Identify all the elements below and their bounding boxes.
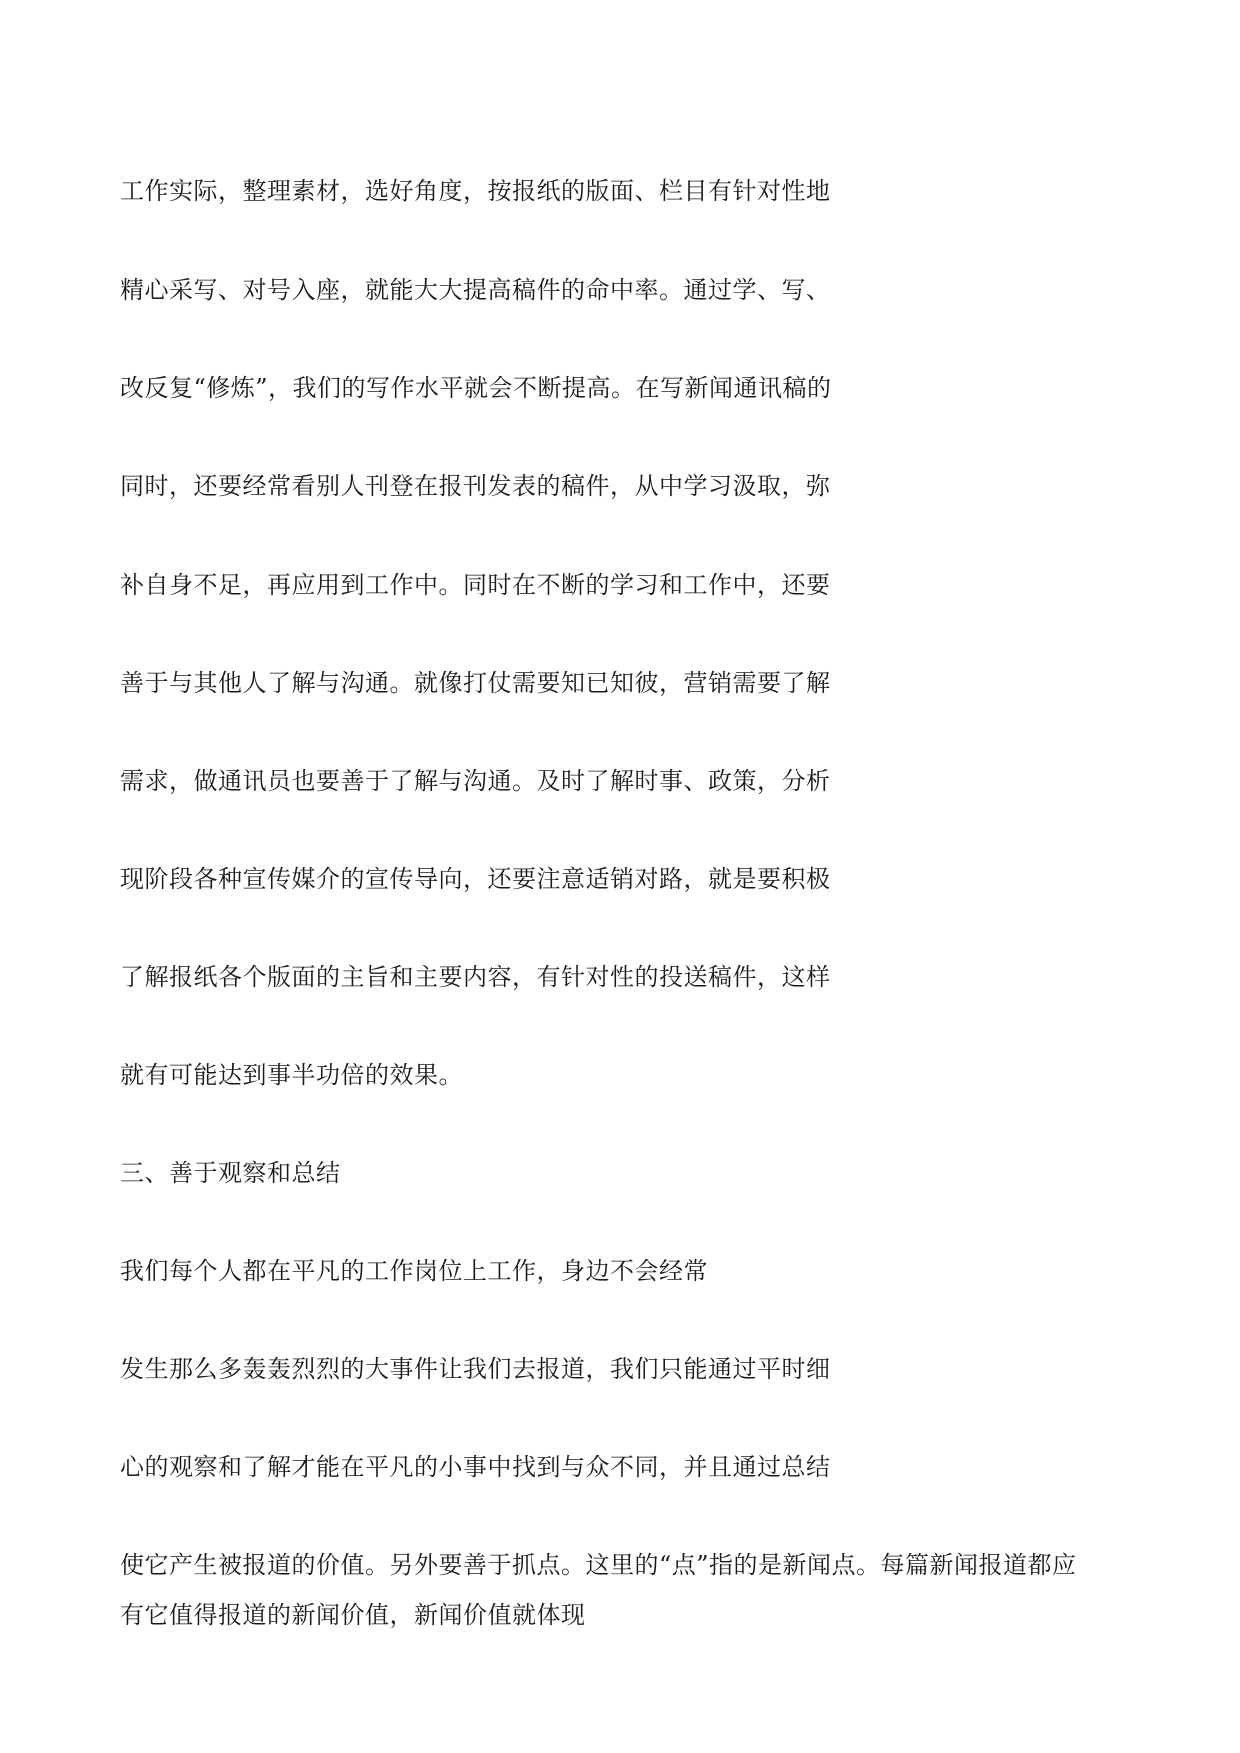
paragraph-line: 同时，还要经常看别人刊登在报刊发表的稿件，从中学习汲取，弥 [120,472,831,500]
paragraph-line: 有它值得报道的新闻价值，新闻价值就体现 [120,1601,586,1629]
paragraph-line: 心的观察和了解才能在平凡的小事中找到与众不同，并且通过总结 [120,1453,831,1481]
paragraph-line: 了解报纸各个版面的主旨和主要内容，有针对性的投送稿件，这样 [120,963,831,991]
paragraph-line: 现阶段各种宣传媒介的宣传导向，还要注意适销对路，就是要积极 [120,865,831,893]
paragraph-line: 善于与其他人了解与沟通。就像打仗需要知已知彼，营销需要了解 [120,669,831,697]
paragraph-line: 精心采写、对号入座，就能大大提高稿件的命中率。通过学、写、 [120,276,831,304]
paragraph-line: 需求，做通讯员也要善于了解与沟通。及时了解时事、政策，分析 [120,767,831,795]
section-heading: 三、善于观察和总结 [120,1159,341,1187]
paragraph-line: 工作实际，整理素材，选好角度，按报纸的版面、栏目有针对性地 [120,177,831,205]
paragraph-line: 补自身不足，再应用到工作中。同时在不断的学习和工作中，还要 [120,571,831,599]
paragraph-line: 我们每个人都在平凡的工作岗位上工作，身边不会经常 [120,1257,708,1285]
paragraph-line: 改反复“修炼”，我们的写作水平就会不断提高。在写新闻通讯稿的 [120,374,832,402]
paragraph-line: 发生那么多轰轰烈烈的大事件让我们去报道，我们只能通过平时细 [120,1355,831,1383]
paragraph-line: 就有可能达到事半功倍的效果。 [120,1061,463,1089]
paragraph-line: 使它产生被报道的价值。另外要善于抓点。这里的“点”指的是新闻点。每篇新闻报道都应 [120,1551,1077,1579]
